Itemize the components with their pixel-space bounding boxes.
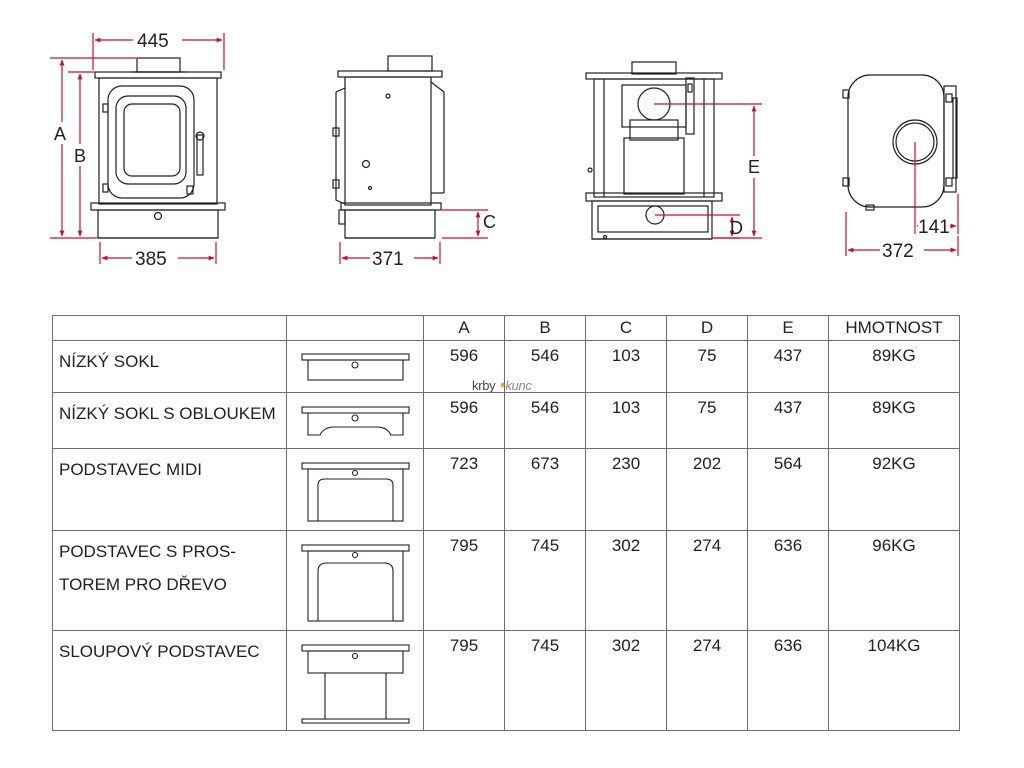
row-d: 75 [667, 341, 748, 393]
row-d: 75 [667, 393, 748, 449]
row-name [53, 393, 287, 449]
row-name [53, 341, 287, 393]
row-a: 795 [424, 531, 505, 631]
midi-stand-icon [287, 449, 424, 531]
row-d: 274 [667, 531, 748, 631]
row-weight: 89KG [829, 341, 960, 393]
row-name-line1: PODSTAVEC S PROS- [59, 542, 236, 561]
row-c: 302 [586, 531, 667, 631]
pedestal-stand-icon [287, 631, 424, 731]
label-d: D [730, 218, 743, 238]
table-header-row [53, 316, 960, 341]
row-a: 596 [424, 393, 505, 449]
row-name [53, 531, 287, 631]
label-c: C [483, 212, 496, 232]
row-a: 723 [424, 449, 505, 531]
row-weight: 104KG [829, 631, 960, 731]
row-b: 546 [505, 341, 586, 393]
row-name [53, 631, 287, 731]
flame-icon [500, 370, 524, 398]
dim-front-width-top: 445 [137, 31, 169, 52]
row-a: 596 [424, 341, 505, 393]
log-store-stand-icon [287, 531, 424, 631]
dim-top-flue-offset: 141 [918, 217, 950, 238]
row-c: 103 [586, 393, 667, 449]
row-d: 274 [667, 631, 748, 731]
low-base-icon [287, 341, 424, 393]
row-d: 202 [667, 449, 748, 531]
row-e: 437 [748, 393, 829, 449]
header-name [53, 316, 287, 341]
row-name-line1: NÍZKÝ SOKL S OBLOUKEM [59, 404, 276, 423]
header-c: C [586, 316, 667, 341]
row-b: 745 [505, 531, 586, 631]
header-e: E [748, 316, 829, 341]
label-b: B [74, 146, 87, 166]
header-weight: HMOTNOST [829, 316, 960, 341]
watermark-part2: kunc [505, 378, 532, 393]
row-e: 636 [748, 531, 829, 631]
row-e: 437 [748, 341, 829, 393]
rear-view [586, 62, 722, 239]
watermark-part1: krby [472, 378, 496, 393]
row-c: 230 [586, 449, 667, 531]
label-a: A [54, 124, 67, 144]
row-weight: 96KG [829, 531, 960, 631]
row-e: 564 [748, 449, 829, 531]
low-arched-base-icon [287, 393, 424, 449]
table-row [53, 631, 960, 731]
header-b: B [505, 316, 586, 341]
header-image [287, 316, 424, 341]
row-a: 795 [424, 631, 505, 731]
row-name-line1: SLOUPOVÝ PODSTAVEC [59, 642, 260, 661]
dim-side-depth: 371 [372, 249, 404, 270]
stove-technical-drawings [0, 0, 1024, 300]
header-d: D [667, 316, 748, 341]
header-a: A [424, 316, 505, 341]
front-view [91, 58, 225, 238]
dim-front-width-bottom: 385 [135, 249, 167, 270]
table-row [53, 449, 960, 531]
row-b: 546 [505, 393, 586, 449]
side-view-dimensions [340, 210, 488, 264]
top-view [843, 75, 957, 210]
row-e: 636 [748, 631, 829, 731]
row-b: 673 [505, 449, 586, 531]
row-c: 103 [586, 341, 667, 393]
row-c: 302 [586, 631, 667, 731]
label-e: E [748, 157, 761, 177]
table-row [53, 393, 960, 449]
dim-top-depth: 372 [882, 241, 914, 262]
row-name-line1: NÍZKÝ SOKL [59, 352, 160, 371]
row-weight: 92KG [829, 449, 960, 531]
side-view [333, 56, 444, 238]
row-name-line2: TOREM PRO DŘEVO [59, 575, 227, 594]
row-weight: 89KG [829, 393, 960, 449]
row-name-line1: PODSTAVEC MIDI [59, 460, 202, 479]
row-name [53, 449, 287, 531]
table-row [53, 531, 960, 631]
row-b: 745 [505, 631, 586, 731]
